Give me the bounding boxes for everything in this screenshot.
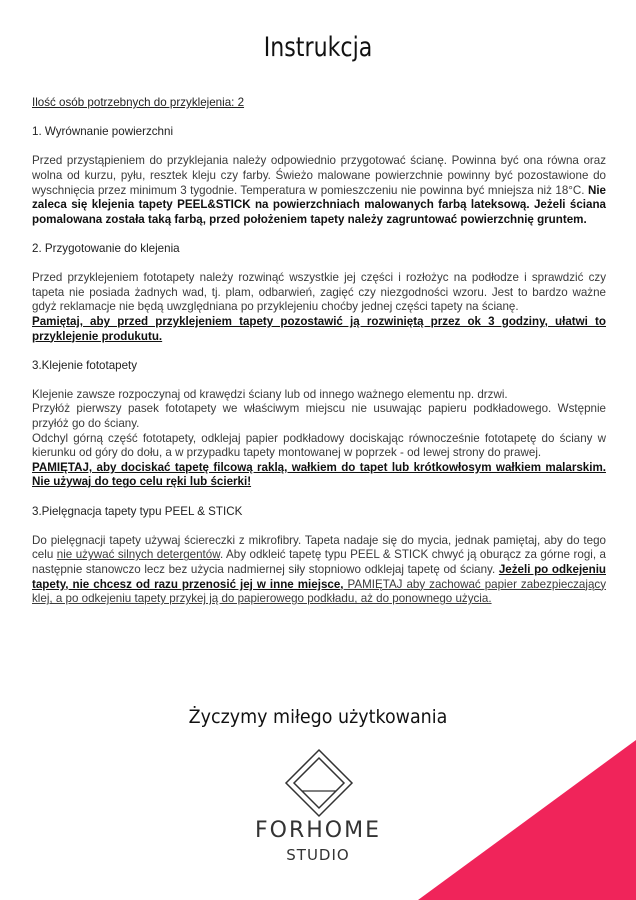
section-1-text: Przed przystąpieniem do przyklejania należy odpowiednio przygotować ścianę. Powinna być ona równa oraz wolna od kurzu, pyłu, resztek kleju czy farby. Świeżo malowane powierzchnie powinny być pozostawione do wyschnięcia przez minimum 3 tygodnie. Temperatura w pomieszczeniu nie powinna być mniejsza niż 18°C. Nie zaleca się klejenia tapety PEEL&STICK na powierzchniach malowanych farbą lateksową. Jeżeli ściana pomalowana została taką farbą, przed położeniem tapety należy zagruntować powierzchnię gruntem. (32, 154, 606, 226)
section-4-heading: 3.Pielęgnacja tapety typu PEEL & STICK (32, 504, 243, 518)
brand-name: FORHOME (255, 818, 381, 843)
people-needed: Ilość osób potrzebnych do przyklejenia: 2 (32, 96, 245, 109)
page-title: Instrukcja (263, 32, 373, 63)
section-1-heading: 1. Wyrównanie powierzchni (32, 125, 174, 139)
section-3-p2: Przyłóż pierwszy pasek fototapety we właściwym miejscu nie usuwając papieru podkładowego. Wstępnie przyłóż go do ściany. (32, 402, 606, 431)
section-4-text: Do pielęgnacji tapety używaj ściereczki z mikrofibry. Tapeta nadaje się do mycia, jednak pamiętaj, aby do tego celu nie używać silnych detergentów. Aby odkleić tapetę typu PEEL & STICK chwyć ją oburącz za górne rogi, a następnie stanowczo lecz bez użycia nadmiernej siły stopniowo odklejaj tapetę od ściany. Jeżeli po odkejeniu tapety, nie chcesz od razu przenosić jej w inne miejsce, PAMIĘTAJ aby zachować papier zabezpieczający klej, a po odkejeniu tapety przykej ją do papierowego podkładu, aż do ponownego użycia. (32, 533, 606, 606)
section-3-p1: Klejenie zawsze rozpoczynaj od krawędzi ściany lub od innego ważnego elementu np. drzwi. (32, 387, 508, 401)
instructions-body (32, 96, 606, 607)
section-3-p3: Odchyl górną część fototapety, odklejaj papier podkładowy dociskając równocześnie fototapetę do ściany w kierunku od góry do dołu, a w przypadku tapety montowanej w poprzek - od lewej strony do prawej. (32, 431, 606, 460)
section-2-heading: 2. Przygotowanie do klejenia (32, 241, 180, 255)
section-3-note: PAMIĘTAJ, aby dociskać tapetę filcową raklą, wałkiem do tapet lub krótkowłosym wałkiem malarskim. Nie używaj do tego celu ręki lub ścierki! (32, 460, 606, 489)
brand-studio: STUDIO (286, 846, 350, 864)
section-2-note: Pamiętaj, aby przed przyklejeniem tapety pozostawić ją rozwiniętą przez ok 3 godziny, ułatwi to przyklejenie produkutu. (32, 314, 606, 343)
diamond-logo-icon (284, 748, 354, 818)
closing-message: Życzymy miłego użytkowania (188, 706, 448, 728)
section-3-heading: 3.Klejenie fototapety (32, 358, 138, 372)
section-2-text: Przed przyklejeniem fototapety należy rozwinąć wszystkie jej części i rozłożyc na podłodze i sprawdzić czy tapeta nie posiada żadnych wad, tj. plam, odbarwień, zagięć czy niezgodności wzoru. Jest to bardzo ważne gdyż reklamacje nie będą uwzględniana po przyklejeniu choćby jednej części tapety na ścianę. (32, 271, 606, 314)
